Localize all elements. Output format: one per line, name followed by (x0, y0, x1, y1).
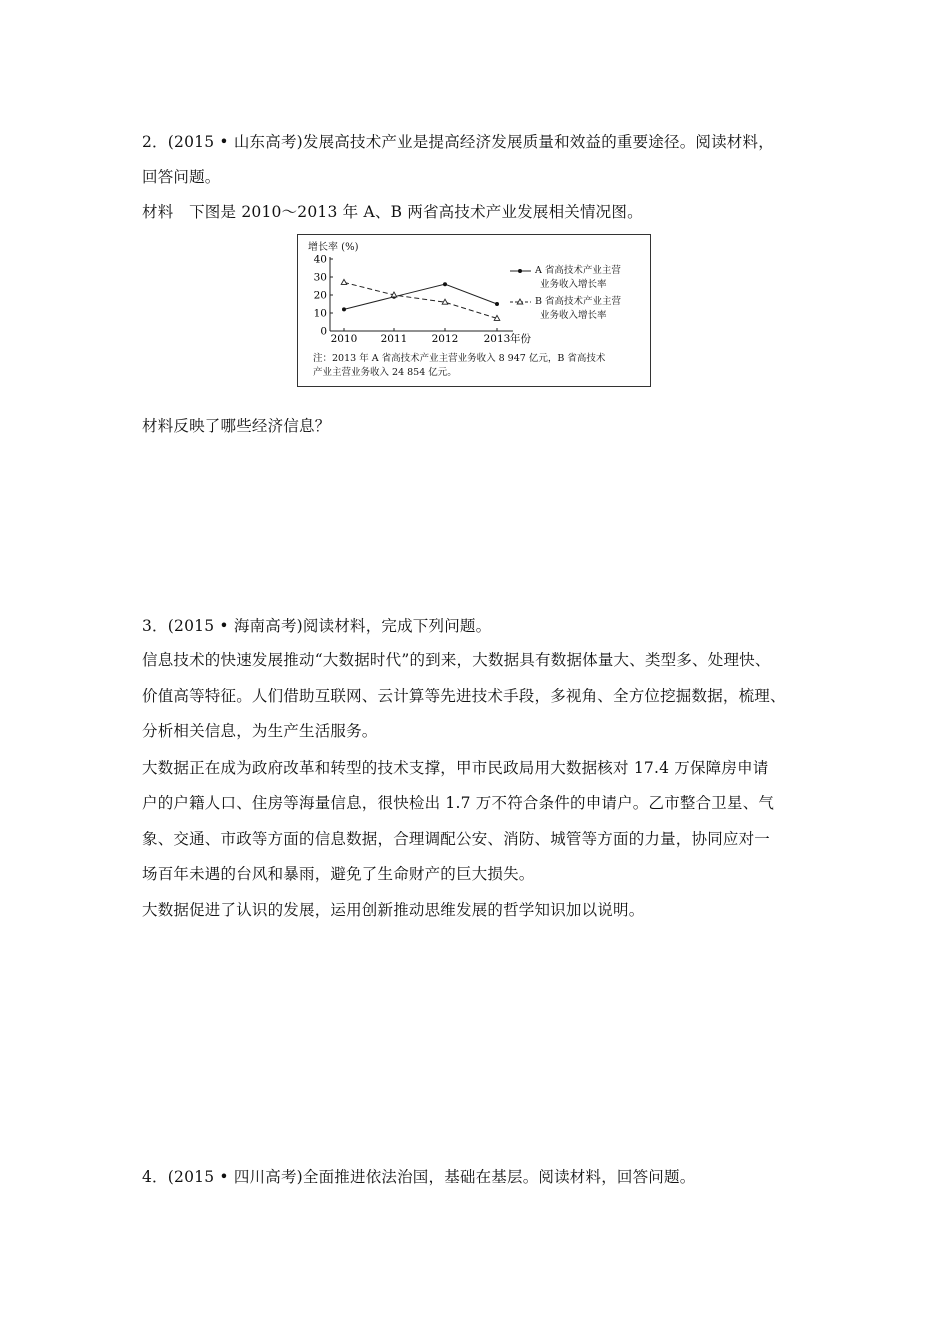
x-tick-label: 2013 (483, 333, 511, 345)
q3-p1-line3: 分析相关信息，为生产生活服务。 (142, 722, 378, 740)
series-b-point (341, 279, 347, 284)
y-tick-label: 30 (313, 271, 327, 284)
series-a-point (495, 302, 499, 306)
x-tick-label: 2012 (431, 333, 459, 345)
y-tick-label: 0 (320, 325, 327, 338)
legend-a-line2: 业务收入增长率 (540, 279, 607, 290)
series-line-b (344, 282, 497, 318)
q3-p2-line3: 象、交通、市政等方面的信息数据，合理调配公安、消防、城管等方面的力量，协同应对一 (142, 830, 771, 848)
growth-rate-chart (297, 234, 651, 387)
chart-note-line1: 注：2013 年 A 省高技术产业主营业务收入 8 947 亿元，B 省高技术 (313, 353, 606, 364)
chart-y-axis-label: 增长率 (%) (308, 242, 359, 253)
q3-p2-line1: 大数据正在成为政府改革和转型的技术支撑，甲市民政局用大数据核对 17.4 万保障房申请 (142, 759, 769, 777)
series-b-point (442, 299, 448, 304)
q3-p1-line2: 价值高等特征。人们借助互联网、云计算等先进技术手段，多视角、全方位挖掘数据，梳理、 (142, 687, 786, 705)
y-tick-label: 10 (313, 307, 327, 320)
q3-p2-line4: 场百年未遇的台风和暴雨，避免了生命财产的巨大损失。 (142, 865, 535, 883)
series-line-a (344, 284, 497, 309)
q3-stem: 3．(2015 • 海南高考)阅读材料，完成下列问题。 (142, 617, 492, 635)
q2-question: 材料反映了哪些经济信息？ (142, 417, 331, 435)
q2-stem-line2: 回答问题。 (142, 168, 221, 186)
chart-note (313, 352, 605, 380)
y-tick-label: 40 (313, 253, 327, 266)
q2-material-intro: 材料 下图是 2010～2013 年 A、B 两省高技术产业发展相关情况图。 (142, 203, 643, 221)
y-tick-label: 20 (313, 289, 327, 302)
x-tick-label: 2011 (380, 333, 408, 345)
q3-question: 大数据促进了认识的发展，运用创新推动思维发展的哲学知识加以说明。 (142, 901, 645, 919)
series-a-point (443, 282, 447, 286)
legend-b-line1: B 省高技术产业主营 (535, 296, 622, 307)
q3-p2-line2: 户的户籍人口、住房等海量信息，很快检出 1.7 万不符合条件的申请户。乙市整合卫星、气 (142, 794, 775, 812)
legend-a-key-marker (518, 269, 522, 273)
series-a-point (342, 307, 346, 311)
q4-stem: 4．(2015 • 四川高考)全面推进依法治国，基础在基层。阅读材料，回答问题。 (142, 1168, 696, 1186)
q3-p1-line1: 信息技术的快速发展推动“大数据时代”的到来，大数据具有数据体量大、类型多、处理快、 (142, 651, 771, 669)
x-tick-label: 2010 (330, 333, 358, 345)
legend-b-line2: 业务收入增长率 (540, 310, 607, 321)
x-axis-label: 年份 (510, 333, 531, 345)
q2-stem-line1: 2．(2015 • 山东高考)发展高技术产业是提高经济发展质量和效益的重要途径。阅读材料， (142, 133, 774, 151)
chart-note-line2: 产业主营业务收入 24 854 亿元。 (313, 367, 457, 378)
legend-a-line1: A 省高技术产业主营 (535, 265, 621, 276)
